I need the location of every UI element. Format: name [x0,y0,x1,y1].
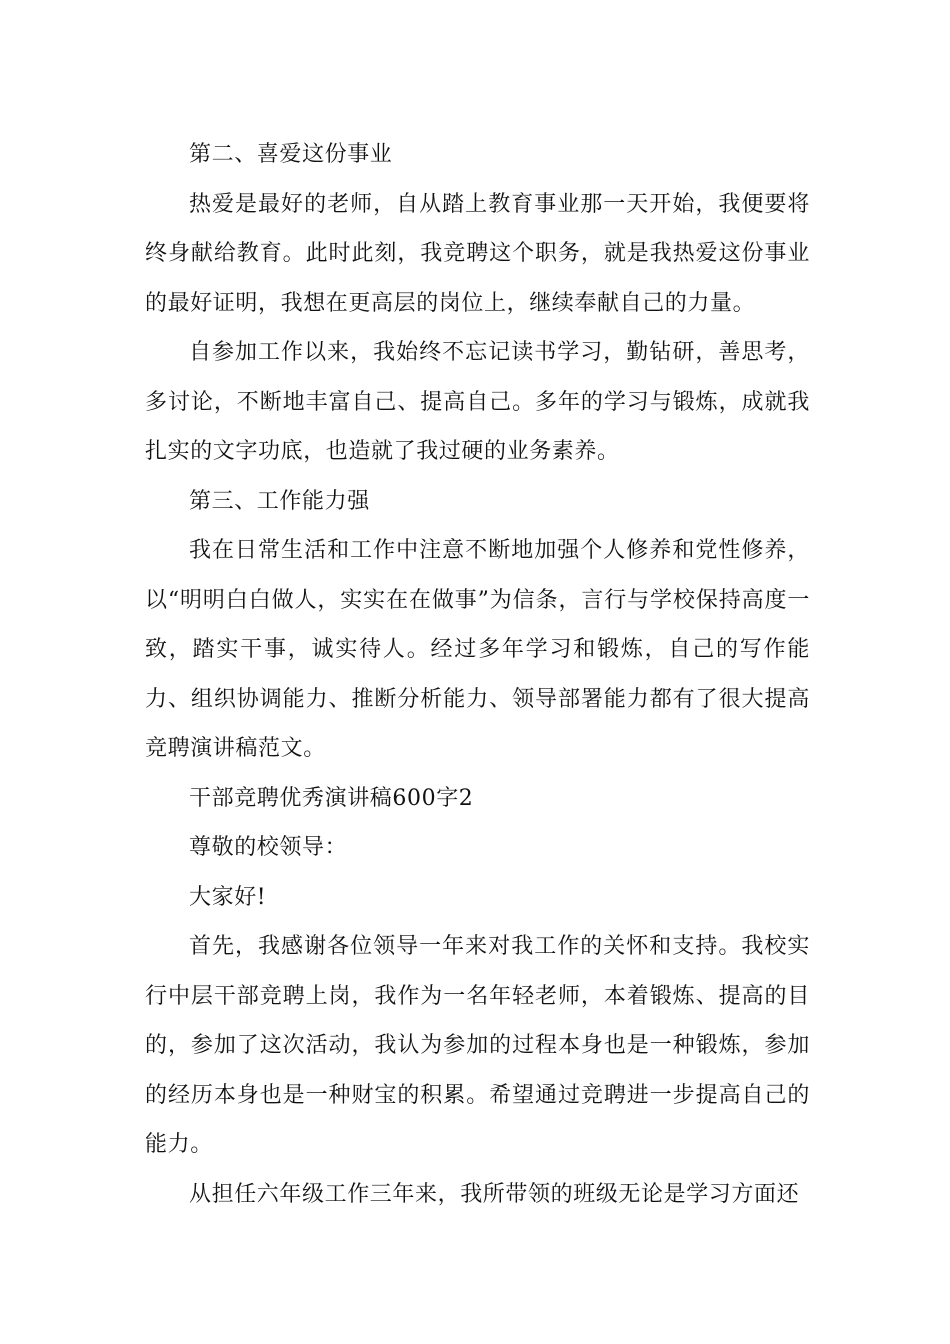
paragraph-self-cultivation: 我在日常生活和工作中注意不断地加强个人修养和党性修养，以“明明白白做人，实实在在做事”为信条，言行与学校保持高度一致，踏实干事，诚实待人。经过多年学习和锻炼，自己的写作能力、组织协调能力、推断分析能力、领导部署能力都有了很大提高竞聘演讲稿范文。 [145,538,810,761]
paragraph-love-teaching: 热爱是最好的老师，自从踏上教育事业那一天开始，我便要将终身献给教育。此时此刻，我竞聘这个职务，就是我热爱这份事业的最好证明，我想在更高层的岗位上，继续奉献自己的力量。 [145,191,810,316]
section-heading-love-career: 第二、喜爱这份事业 [189,142,393,167]
paragraph-thanks: 首先，我感谢各位领导一年来对我工作的关怀和支持。我校实行中层干部竞聘上岗，我作为一名年轻老师，本着锻炼、提高的目的，参加了这次活动，我认为参加的过程本身也是一种锻炼，参加的经历本身也是一种财宝的积累。希望通过竞聘进一步提高自己的能力。 [145,934,810,1157]
speech-title: 干部竞聘优秀演讲稿600字2 [189,785,474,811]
paragraph-study: 自参加工作以来，我始终不忘记读书学习，勤钻研，善思考，多讨论，不断地丰富自己、提高自己。多年的学习与锻炼，成就我扎实的文字功底，也造就了我过硬的业务素养。 [145,340,810,464]
document-body [145,130,810,1219]
section-heading-work-ability: 第三、工作能力强 [189,488,370,514]
greeting: 大家好! [189,884,267,910]
salutation: 尊敬的校领导： [189,835,348,860]
paragraph-sixth-grade: 从担任六年级工作三年来，我所带领的班级无论是学习方面还 [189,1181,800,1207]
